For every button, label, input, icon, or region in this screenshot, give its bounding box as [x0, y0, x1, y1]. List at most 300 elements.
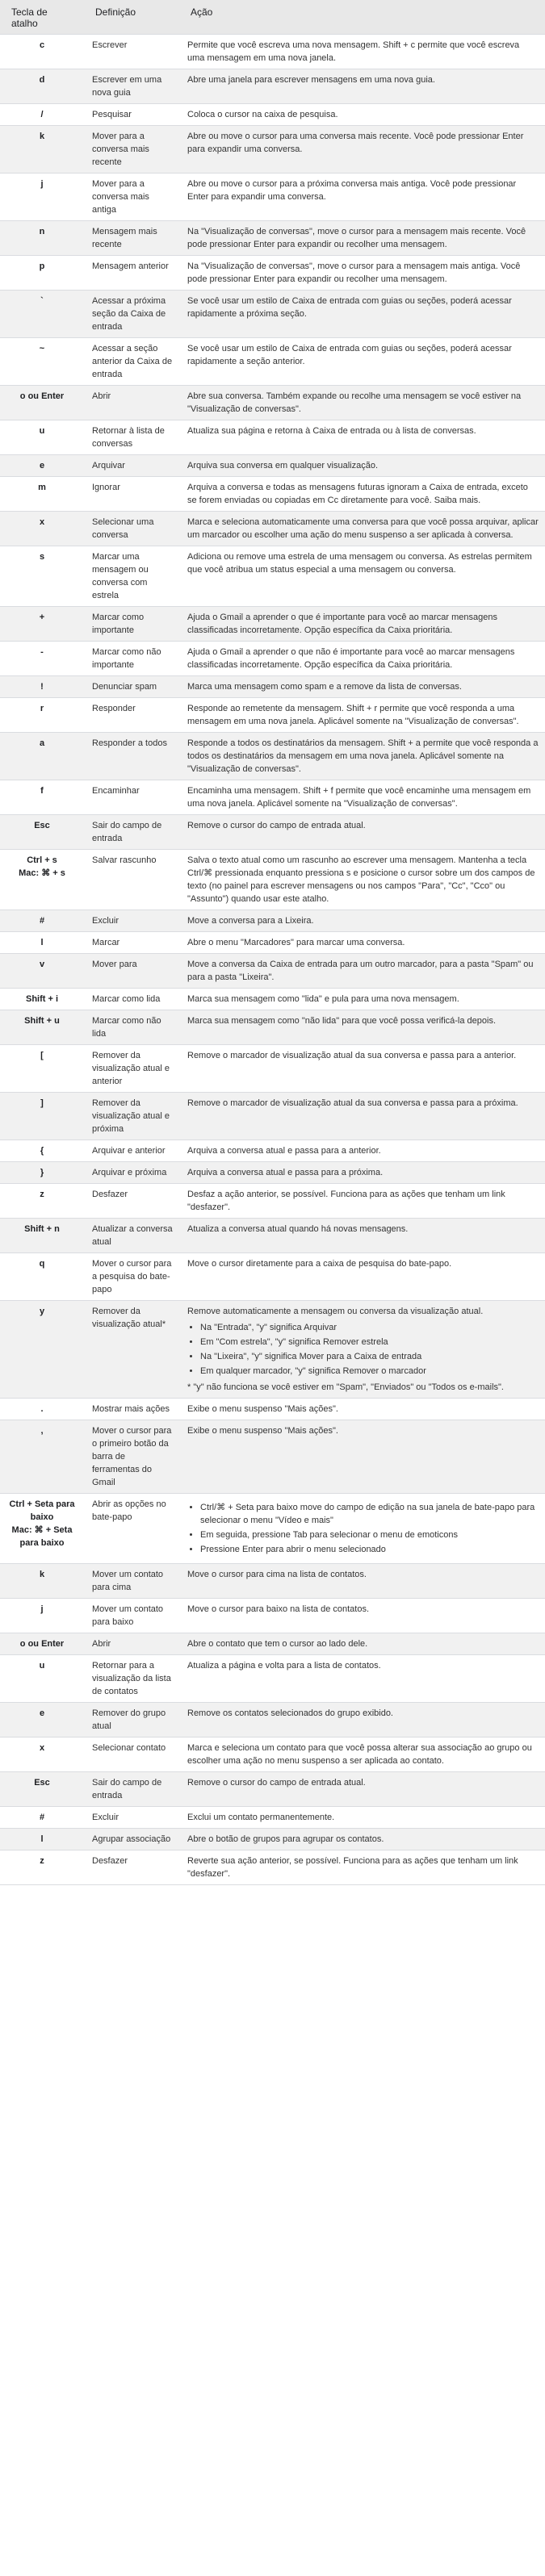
action-text: Remove o cursor do campo de entrada atual. — [187, 821, 366, 830]
shortcut-definition: Abrir — [84, 386, 179, 420]
table-row — [0, 386, 545, 420]
shortcut-key-text: ` — [40, 296, 44, 306]
shortcut-action — [179, 910, 545, 932]
shortcut-key-text: ! — [40, 682, 44, 692]
shortcut-action — [179, 126, 545, 174]
shortcut-key-text: p — [39, 261, 45, 271]
action-text: Se você usar um estilo de Caixa de entrada com guias ou seções, poderá acessar rapidamente a próxima seção. — [187, 296, 512, 319]
shortcut-key — [0, 1655, 84, 1703]
shortcut-action — [179, 512, 545, 546]
shortcut-action — [179, 1655, 545, 1703]
shortcut-definition: Mover o cursor para o primeiro botão da barra de ferramentas do Gmail — [84, 1420, 179, 1494]
shortcut-definition: Remover da visualização atual e anterior — [84, 1045, 179, 1093]
shortcut-action — [179, 932, 545, 954]
list-item: • Pressione Enter para abrir o menu selecionado — [200, 1543, 539, 1556]
list-item: • Na "Entrada", "y" significa Arquivar — [200, 1321, 539, 1334]
shortcut-action — [179, 1301, 545, 1399]
shortcut-definition: Selecionar uma conversa — [84, 512, 179, 546]
shortcut-key — [0, 1301, 84, 1399]
shortcut-key — [0, 104, 84, 126]
table-row — [0, 1184, 545, 1219]
shortcut-key — [0, 1045, 84, 1093]
shortcut-definition: Marcar como lida — [84, 989, 179, 1010]
shortcut-definition: Marcar — [84, 932, 179, 954]
shortcut-definition: Agrupar associação — [84, 1829, 179, 1850]
shortcut-definition: Desfazer — [84, 1184, 179, 1219]
table-row — [0, 1093, 545, 1140]
table-row — [0, 642, 545, 676]
shortcut-action — [179, 1399, 545, 1420]
shortcut-action — [179, 69, 545, 104]
shortcut-action — [179, 607, 545, 642]
shortcut-definition: Arquivar e anterior — [84, 1140, 179, 1162]
shortcut-action — [179, 1093, 545, 1140]
action-text: Arquiva a conversa atual e passa para a anterior. — [187, 1146, 381, 1156]
table-row — [0, 1219, 545, 1253]
shortcut-action — [179, 1184, 545, 1219]
table-row — [0, 126, 545, 174]
shortcut-key — [0, 1140, 84, 1162]
table-row — [0, 1599, 545, 1633]
shortcut-key-text: k — [39, 1570, 45, 1579]
shortcut-key-text: Shift + i — [25, 994, 59, 1004]
table-row — [0, 698, 545, 733]
list-item: • Em seguida, pressione Tab para selecionar o menu de emoticons — [200, 1528, 539, 1541]
shortcut-definition: Responder a todos — [84, 733, 179, 780]
table-row — [0, 1253, 545, 1301]
shortcut-key — [0, 1807, 84, 1829]
shortcut-definition: Ignorar — [84, 477, 179, 512]
action-text: Abre ou move o cursor para a próxima conversa mais antiga. Você pode pressionar Enter para expandir uma conversa. — [187, 179, 517, 202]
list-item: • Em qualquer marcador, "y" significa Remover o marcador — [200, 1365, 539, 1378]
shortcut-definition: Marcar uma mensagem ou conversa com estrela — [84, 546, 179, 607]
action-text: Exibe o menu suspenso "Mais ações". — [187, 1426, 338, 1436]
shortcut-action — [179, 420, 545, 455]
shortcut-key — [0, 69, 84, 104]
table-row — [0, 954, 545, 989]
shortcut-definition: Sair do campo de entrada — [84, 815, 179, 850]
shortcut-key-text: u — [39, 426, 45, 436]
shortcut-definition: Mensagem anterior — [84, 256, 179, 291]
shortcut-key — [0, 1564, 84, 1599]
shortcut-key — [0, 1703, 84, 1738]
action-text: Exclui um contato permanentemente. — [187, 1813, 335, 1822]
shortcut-key-text: d — [39, 75, 45, 85]
shortcut-definition: Marcar como não importante — [84, 642, 179, 676]
shortcut-key-text: a — [39, 738, 45, 748]
shortcut-definition: Remover da visualização atual e próxima — [84, 1093, 179, 1140]
shortcut-action — [179, 1140, 545, 1162]
shortcut-key-text: o ou Enter — [19, 391, 65, 401]
action-text: Marca uma mensagem como spam e a remove da lista de conversas. — [187, 682, 462, 692]
shortcut-definition: Encaminhar — [84, 780, 179, 815]
table-row — [0, 35, 545, 69]
table-row — [0, 1850, 545, 1885]
shortcut-definition: Mover um contato para cima — [84, 1564, 179, 1599]
shortcut-key-text: / — [40, 110, 44, 119]
shortcut-action — [179, 1494, 545, 1564]
table-row — [0, 338, 545, 386]
table-row — [0, 850, 545, 910]
shortcut-key-text: Esc — [34, 1778, 50, 1788]
shortcut-key — [0, 174, 84, 221]
shortcut-key — [0, 1399, 84, 1420]
shortcut-key-text: x — [39, 1743, 45, 1753]
shortcut-key — [0, 676, 84, 698]
shortcut-key — [0, 780, 84, 815]
shortcut-definition: Selecionar contato — [84, 1738, 179, 1772]
shortcut-key-text: s — [39, 552, 45, 562]
table-row — [0, 420, 545, 455]
shortcut-key — [0, 221, 84, 256]
table-row — [0, 174, 545, 221]
shortcut-key — [0, 733, 84, 780]
table-row — [0, 1494, 545, 1564]
shortcut-key-text: ~ — [39, 344, 45, 353]
action-text: Remove os contatos selecionados do grupo exibido. — [187, 1708, 393, 1718]
action-text: Remove o marcador de visualização atual da sua conversa e passa para a próxima. — [187, 1098, 518, 1108]
shortcut-action — [179, 1420, 545, 1494]
shortcut-definition: Salvar rascunho — [84, 850, 179, 910]
shortcut-key-text: v — [39, 960, 45, 969]
table-row — [0, 1772, 545, 1807]
shortcut-key — [0, 291, 84, 338]
shortcut-key — [0, 932, 84, 954]
shortcut-key-text: o ou Enter — [19, 1639, 65, 1649]
action-text: Remove o marcador de visualização atual da sua conversa e passa para a anterior. — [187, 1051, 517, 1060]
shortcut-definition: Mover um contato para baixo — [84, 1599, 179, 1633]
table-row — [0, 1045, 545, 1093]
action-text: Responde ao remetente da mensagem. Shift + r permite que você responda a uma mensagem em uma nova janela. Aplicável somente na "Visualização de conversas". — [187, 704, 519, 726]
shortcut-key-text: l — [40, 1834, 44, 1844]
shortcut-key — [0, 256, 84, 291]
shortcut-action — [179, 291, 545, 338]
shortcut-key — [0, 1010, 84, 1045]
shortcut-action — [179, 1738, 545, 1772]
shortcut-key — [0, 607, 84, 642]
shortcut-key — [0, 35, 84, 69]
shortcut-definition: Sair do campo de entrada — [84, 1772, 179, 1807]
shortcut-key — [0, 512, 84, 546]
shortcut-definition: Excluir — [84, 910, 179, 932]
shortcut-definition: Atualizar a conversa atual — [84, 1219, 179, 1253]
shortcut-action — [179, 850, 545, 910]
shortcut-key-text: [ — [40, 1051, 44, 1060]
table-row — [0, 1140, 545, 1162]
shortcut-key-text: . — [40, 1404, 44, 1414]
shortcut-key-text: ] — [40, 1098, 44, 1108]
shortcut-key — [0, 1738, 84, 1772]
shortcut-definition: Retornar para a visualização da lista de contatos — [84, 1655, 179, 1703]
shortcut-action — [179, 1807, 545, 1829]
shortcut-key-text: y — [39, 1307, 45, 1316]
table-row — [0, 1807, 545, 1829]
shortcut-definition: Acessar a seção anterior da Caixa de entrada — [84, 338, 179, 386]
shortcut-action — [179, 104, 545, 126]
table-row — [0, 733, 545, 780]
shortcut-key-text: c — [39, 40, 45, 50]
shortcut-action — [179, 477, 545, 512]
action-text: Abre o botão de grupos para agrupar os contatos. — [187, 1834, 384, 1844]
shortcut-key-text: { — [40, 1146, 44, 1156]
action-text: Ajuda o Gmail a aprender o que não é importante para você ao marcar mensagens classificadas incorretamente. Opção específica da Caixa prioritária. — [187, 647, 515, 670]
list-item: • Em "Com estrela", "y" significa Remover estrela — [200, 1336, 539, 1349]
shortcut-action — [179, 780, 545, 815]
shortcut-key — [0, 1162, 84, 1184]
shortcut-key-text: Shift + n — [24, 1224, 60, 1234]
shortcut-definition: Acessar a próxima seção da Caixa de entrada — [84, 291, 179, 338]
shortcut-action — [179, 221, 545, 256]
shortcut-action — [179, 1162, 545, 1184]
shortcut-definition: Marcar como importante — [84, 607, 179, 642]
shortcut-definition: Denunciar spam — [84, 676, 179, 698]
shortcut-key-text: , — [40, 1426, 44, 1436]
action-text: Salva o texto atual como um rascunho ao escrever uma mensagem. Mantenha a tecla Ctrl/⌘ pressionada enquanto pressiona s e posicione o cursor sobre um dos campos de texto (no painel para escrever mensagens ou nos campos "Para", "Cc", "Cco" ou "Assunto") quando usar este atalho. — [187, 855, 535, 904]
shortcut-key — [0, 1253, 84, 1301]
shortcut-key-text: x — [39, 517, 45, 527]
shortcut-key-text: - — [40, 647, 44, 657]
table-row — [0, 1301, 545, 1399]
action-text: Move o cursor para baixo na lista de contatos. — [187, 1604, 370, 1614]
shortcut-key-text: z — [40, 1190, 44, 1199]
shortcut-action — [179, 256, 545, 291]
shortcut-action — [179, 1850, 545, 1885]
table-row — [0, 455, 545, 477]
header-action: Ação — [179, 0, 545, 35]
action-text: Na "Visualização de conversas", move o cursor para a mensagem mais recente. Você pode pressionar Enter para expandir ou recolher uma mensagem. — [187, 227, 526, 249]
table-row — [0, 512, 545, 546]
shortcut-key — [0, 126, 84, 174]
shortcut-definition: Mover para — [84, 954, 179, 989]
table-row — [0, 477, 545, 512]
action-text: Responde a todos os destinatários da mensagem. Shift + a permite que você responda a todos os destinatários da mensagem em uma nova janela. Aplicável somente na "Visualização de conversas". — [187, 738, 539, 774]
action-text: Marca e seleciona um contato para que você possa alterar sua associação ao grupo ou escolher uma ação no menu suspenso a ser aplicada ao contato. — [187, 1743, 532, 1766]
table-row — [0, 1655, 545, 1703]
shortcut-definition: Arquivar — [84, 455, 179, 477]
shortcut-key-text: # — [39, 1813, 45, 1822]
list-item: • Na "Lixeira", "y" significa Mover para a Caixa de entrada — [200, 1350, 539, 1363]
shortcut-key-text: l — [40, 938, 44, 947]
shortcut-definition: Escrever em uma nova guia — [84, 69, 179, 104]
shortcut-action — [179, 1219, 545, 1253]
shortcut-key-text: z — [40, 1856, 44, 1866]
shortcut-action — [179, 954, 545, 989]
table-row — [0, 291, 545, 338]
shortcut-action — [179, 455, 545, 477]
action-text: Na "Visualização de conversas", move o cursor para a mensagem mais antiga. Você pode pressionar Enter para expandir ou recolher uma mensagem. — [187, 261, 521, 284]
table-row — [0, 1420, 545, 1494]
table-row — [0, 1162, 545, 1184]
shortcut-key-text: + — [39, 613, 45, 622]
shortcut-key-text: Mac: ⌘ + s — [19, 868, 65, 878]
shortcut-definition: Desfazer — [84, 1850, 179, 1885]
action-note: * "y" não funciona se você estiver em "Spam", "Enviados" ou "Todos os e-mails". — [187, 1382, 504, 1392]
action-text: Se você usar um estilo de Caixa de entrada com guias ou seções, poderá acessar rapidamente a seção anterior. — [187, 344, 512, 366]
action-text: Ajuda o Gmail a aprender o que é importante para você ao marcar mensagens classificadas incorretamente. Opção específica da Caixa prioritária. — [187, 613, 497, 635]
action-text: Move a conversa para a Lixeira. — [187, 916, 314, 926]
action-text: Atualiza a página e volta para a lista de contatos. — [187, 1661, 381, 1671]
table-row — [0, 932, 545, 954]
shortcut-definition: Remover do grupo atual — [84, 1703, 179, 1738]
action-text: Remove automaticamente a mensagem ou conversa da visualização atual. — [187, 1307, 484, 1316]
action-text: Abre uma janela para escrever mensagens em uma nova guia. — [187, 75, 435, 85]
table-row — [0, 607, 545, 642]
shortcut-definition: Abrir as opções no bate-papo — [84, 1494, 179, 1564]
shortcut-action — [179, 1633, 545, 1655]
table-row — [0, 1633, 545, 1655]
shortcut-key-text: r — [40, 704, 44, 713]
shortcut-key-text: Ctrl + s — [27, 855, 57, 865]
action-text: Atualiza sua página e retorna à Caixa de entrada ou à lista de conversas. — [187, 426, 476, 436]
action-text: Abre sua conversa. Também expande ou recolhe uma mensagem se você estiver na "Visualização de conversas". — [187, 391, 522, 414]
shortcut-key — [0, 1633, 84, 1655]
shortcut-key — [0, 1219, 84, 1253]
shortcut-key-text: } — [40, 1168, 44, 1177]
shortcut-action — [179, 1703, 545, 1738]
shortcut-action — [179, 815, 545, 850]
shortcut-action — [179, 386, 545, 420]
shortcut-key — [0, 1420, 84, 1494]
shortcut-key-text: m — [38, 483, 46, 492]
action-text: Abre ou move o cursor para uma conversa mais recente. Você pode pressionar Enter para expandir uma conversa. — [187, 132, 524, 154]
action-text: Adiciona ou remove uma estrela de uma mensagem ou conversa. As estrelas permitem que você atribua um status especial a uma mensagem ou conversa. — [187, 552, 532, 575]
header-row — [0, 0, 545, 35]
shortcut-action — [179, 698, 545, 733]
shortcut-key — [0, 1829, 84, 1850]
table-row — [0, 221, 545, 256]
header-key: Tecla de atalho — [0, 0, 84, 35]
shortcut-key — [0, 698, 84, 733]
shortcut-action — [179, 676, 545, 698]
action-text: Arquiva a conversa atual e passa para a próxima. — [187, 1168, 384, 1177]
shortcut-key-text: n — [39, 227, 45, 236]
action-text: Arquiva a conversa e todas as mensagens futuras ignoram a Caixa de entrada, exceto se forem enviadas ou copiadas em Cc diretamente para você. Saiba mais. — [187, 483, 528, 505]
shortcut-key-text: Esc — [34, 821, 50, 830]
shortcut-definition: Retornar à lista de conversas — [84, 420, 179, 455]
shortcut-key — [0, 850, 84, 910]
shortcut-key — [0, 954, 84, 989]
shortcut-definition: Mensagem mais recente — [84, 221, 179, 256]
shortcut-key-text: j — [40, 179, 44, 189]
table-row — [0, 1010, 545, 1045]
shortcut-action — [179, 1772, 545, 1807]
shortcut-definition: Responder — [84, 698, 179, 733]
action-text: Move a conversa da Caixa de entrada para um outro marcador, para a pasta "Spam" ou para a pasta "Lixeira". — [187, 960, 534, 982]
shortcut-key — [0, 910, 84, 932]
action-text: Coloca o cursor na caixa de pesquisa. — [187, 110, 338, 119]
table-row — [0, 256, 545, 291]
shortcut-action — [179, 1010, 545, 1045]
shortcut-key-text: Ctrl + Seta para baixo — [9, 1499, 75, 1522]
shortcut-key — [0, 1599, 84, 1633]
shortcut-key-text: j — [40, 1604, 44, 1614]
shortcut-key — [0, 420, 84, 455]
shortcut-definition: Escrever — [84, 35, 179, 69]
shortcut-action — [179, 546, 545, 607]
table-row — [0, 676, 545, 698]
shortcut-key-text: Mac: ⌘ + Seta para baixo — [11, 1525, 73, 1548]
table-row — [0, 815, 545, 850]
action-text: Reverte sua ação anterior, se possível. Funciona para as ações que tenham um link "desfazer". — [187, 1856, 518, 1879]
table-row — [0, 1399, 545, 1420]
action-text: Move o cursor para cima na lista de contatos. — [187, 1570, 367, 1579]
shortcut-action — [179, 35, 545, 69]
shortcut-action — [179, 338, 545, 386]
action-bullets — [187, 1501, 539, 1556]
shortcut-key — [0, 1093, 84, 1140]
table-row — [0, 989, 545, 1010]
table-row — [0, 1703, 545, 1738]
shortcut-action — [179, 989, 545, 1010]
action-text: Arquiva sua conversa em qualquer visualização. — [187, 461, 379, 470]
action-text: Marca e seleciona automaticamente uma conversa para que você possa arquivar, aplicar um marcador ou escolher uma ação do menu suspenso a ser aplicada à conversa. — [187, 517, 539, 540]
shortcut-definition: Remover da visualização atual* — [84, 1301, 179, 1399]
action-text: Abre o contato que tem o cursor ao lado dele. — [187, 1639, 368, 1649]
shortcut-action — [179, 1253, 545, 1301]
action-text: Move o cursor diretamente para a caixa de pesquisa do bate-papo. — [187, 1259, 452, 1269]
shortcut-action — [179, 642, 545, 676]
shortcut-key-text: u — [39, 1661, 45, 1671]
shortcut-key — [0, 386, 84, 420]
shortcut-definition: Arquivar e próxima — [84, 1162, 179, 1184]
action-text: Encaminha uma mensagem. Shift + f permite que você encaminhe uma mensagem em uma nova janela. Aplicável somente na "Visualização de conversas". — [187, 786, 531, 809]
shortcut-key — [0, 989, 84, 1010]
action-text: Permite que você escreva uma nova mensagem. Shift + c permite que você escreva uma mensagem em uma nova janela. — [187, 40, 520, 63]
list-item: • Ctrl/⌘ + Seta para baixo move do campo de edição na sua janela de bate-papo para selecionar o menu "Vídeo e mais" — [200, 1501, 539, 1527]
shortcut-key — [0, 642, 84, 676]
action-text: Marca sua mensagem como "lida" e pula para uma nova mensagem. — [187, 994, 459, 1004]
table-row — [0, 910, 545, 932]
table-row — [0, 780, 545, 815]
header-definition: Definição — [84, 0, 179, 35]
shortcut-key — [0, 815, 84, 850]
table-row — [0, 1738, 545, 1772]
shortcut-action — [179, 733, 545, 780]
shortcut-definition: Abrir — [84, 1633, 179, 1655]
action-bullets — [187, 1321, 539, 1378]
shortcut-key-text: k — [39, 132, 45, 141]
shortcut-definition: Excluir — [84, 1807, 179, 1829]
table-row — [0, 104, 545, 126]
table-row — [0, 69, 545, 104]
shortcut-key — [0, 1494, 84, 1564]
shortcut-key-text: f — [40, 786, 44, 796]
shortcut-definition: Mover para a conversa mais antiga — [84, 174, 179, 221]
action-text: Exibe o menu suspenso "Mais ações". — [187, 1404, 338, 1414]
shortcut-key — [0, 338, 84, 386]
shortcut-key — [0, 1850, 84, 1885]
shortcut-action — [179, 1564, 545, 1599]
shortcuts-body — [0, 35, 545, 1885]
shortcut-definition: Pesquisar — [84, 104, 179, 126]
shortcut-key — [0, 1772, 84, 1807]
action-text: Desfaz a ação anterior, se possível. Funciona para as ações que tenham um link "desfazer". — [187, 1190, 505, 1212]
table-row — [0, 546, 545, 607]
table-row — [0, 1564, 545, 1599]
action-text: Abre o menu "Marcadores" para marcar uma conversa. — [187, 938, 405, 947]
shortcut-definition: Mostrar mais ações — [84, 1399, 179, 1420]
shortcut-key-text: e — [39, 1708, 45, 1718]
shortcut-key-text: Shift + u — [24, 1016, 60, 1026]
shortcut-key-text: # — [39, 916, 45, 926]
shortcut-action — [179, 1829, 545, 1850]
shortcut-key — [0, 477, 84, 512]
shortcut-definition: Marcar como não lida — [84, 1010, 179, 1045]
action-text: Marca sua mensagem como "não lida" para que você possa verificá-la depois. — [187, 1016, 497, 1026]
shortcut-key-text: q — [39, 1259, 45, 1269]
shortcut-action — [179, 174, 545, 221]
shortcut-definition: Mover para a conversa mais recente — [84, 126, 179, 174]
